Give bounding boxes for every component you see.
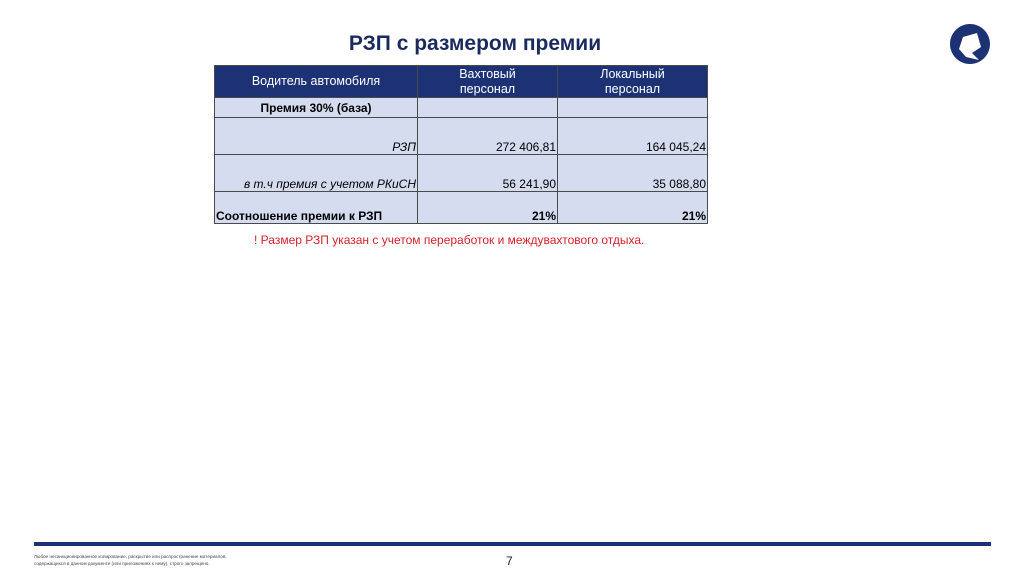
cell-local xyxy=(558,98,708,118)
footer-divider xyxy=(34,542,991,546)
footnote-warning: ! Размер РЗП указан с учетом переработок и междувахтового отдыха. xyxy=(254,233,645,247)
row-label-bonus: в т.ч премия с учетом РКиСН xyxy=(215,155,418,192)
cell-shift xyxy=(418,98,558,118)
company-logo-icon xyxy=(946,20,994,68)
cell-local: 21% xyxy=(558,192,708,224)
header-driver: Водитель автомобиля xyxy=(215,66,418,98)
cell-local: 164 045,24 xyxy=(558,118,708,155)
cell-shift: 56 241,90 xyxy=(418,155,558,192)
table-row xyxy=(215,155,708,192)
table-row xyxy=(215,118,708,155)
table-row xyxy=(215,192,708,224)
cell-local: 35 088,80 xyxy=(558,155,708,192)
table-row xyxy=(215,98,708,118)
row-label-base: Премия 30% (база) xyxy=(215,98,418,118)
page-number: 7 xyxy=(506,554,513,568)
row-label-ratio: Соотношение премии к РЗП xyxy=(215,192,418,224)
cell-shift: 272 406,81 xyxy=(418,118,558,155)
cell-shift: 21% xyxy=(418,192,558,224)
row-label-rzp: РЗП xyxy=(215,118,418,155)
copyright-disclaimer: Любое несанкционированное копирование, раскрытие или распространение материалов, содержащихся в данном документе (или приложениях к нему), строго запрещено. xyxy=(34,554,227,566)
header-local-staff: Локальный персонал xyxy=(558,66,708,98)
slide-title: РЗП с размером премии xyxy=(348,32,602,55)
rzp-table xyxy=(214,65,708,224)
table-header-row xyxy=(215,66,708,98)
header-shift-staff: Вахтовый персонал xyxy=(418,66,558,98)
